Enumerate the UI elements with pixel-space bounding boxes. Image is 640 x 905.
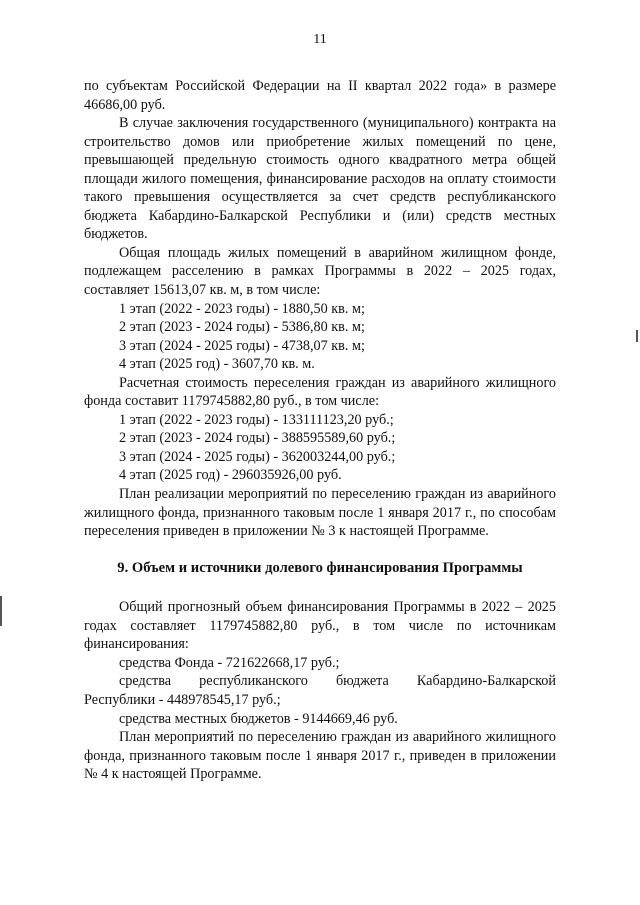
paragraph-plan-appendix-4: План мероприятий по переселению граждан из аварийного жилищного фонда, признанного таковым после 1 января 2017 г., приведен в приложении № 4 к настоящей Программе. [84, 729, 556, 783]
paragraph-cost-total: Расчетная стоимость переселения граждан из аварийного жилищного фонда составит 1179745882,80 руб., в том числе: [84, 374, 556, 410]
paragraph-republic-source: средства республиканского бюджета Кабардино-Балкарской Республики - 448978545,17 руб.; [84, 673, 556, 708]
paragraph-fund-source: средства Фонда - 721622668,17 руб.; [119, 654, 340, 671]
paragraph-financing-total: Общий прогнозный объем финансирования Программы в 2022 – 2025 годах составляет 1179745882,80 руб., в том числе по источникам финансирования: [84, 599, 556, 653]
list-item-cost-stage-4: 4 этап (2025 год) - 296035926,00 руб. [119, 467, 342, 484]
list-item-cost-stage-2: 2 этап (2023 - 2024 годы) - 388595589,60 руб.; [119, 430, 396, 447]
scan-edge-mark [636, 330, 638, 342]
list-item-area-stage-4: 4 этап (2025 год) - 3607,70 кв. м. [119, 356, 315, 373]
paragraph-plan-appendix-3: План реализации мероприятий по переселению граждан из аварийного жилищного фонда, признанного таковым после 1 января 2017 г., по способам переселения приведен в приложении № 3 к настоящей Программе. [84, 486, 556, 540]
document-body [84, 77, 556, 784]
paragraph-local-source: средства местных бюджетов - 9144669,46 руб. [119, 710, 398, 727]
list-item-area-stage-3: 3 этап (2024 - 2025 годы) - 4738,07 кв. м; [119, 337, 365, 354]
page-number: 11 [313, 32, 327, 47]
section-heading: 9. Объем и источники долевого финансирования Программы [117, 559, 523, 576]
paragraph-contract: В случае заключения государственного (муниципального) контракта на строительство домов или приобретение жилых помещений по цене, превышающей предельную стоимость одного квадратного метра общей площади жилого помещения, финансирование расходов на оплату стоимости такого превышения осуществляется за счет средств республиканского бюджета Кабардино-Балкарской Республики и (или) средств местных бюджетов. [84, 115, 556, 243]
list-item-area-stage-2: 2 этап (2023 - 2024 годы) - 5386,80 кв. м; [119, 319, 365, 336]
list-item-cost-stage-3: 3 этап (2024 - 2025 годы) - 362003244,00 руб.; [119, 448, 396, 465]
scan-edge-mark [0, 596, 2, 626]
list-item-area-stage-1: 1 этап (2022 - 2023 годы) - 1880,50 кв. м; [119, 300, 365, 317]
paragraph-continuation: по субъектам Российской Федерации на II квартал 2022 года» в размере 46686,00 руб. [84, 78, 556, 113]
list-item-cost-stage-1: 1 этап (2022 - 2023 годы) - 133111123,20 руб.; [119, 411, 394, 428]
paragraph-area-total: Общая площадь жилых помещений в аварийном жилищном фонде, подлежащем расселению в рамках Программы в 2022 – 2025 годах, составляет 15613,07 кв. м, в том числе: [84, 244, 556, 299]
